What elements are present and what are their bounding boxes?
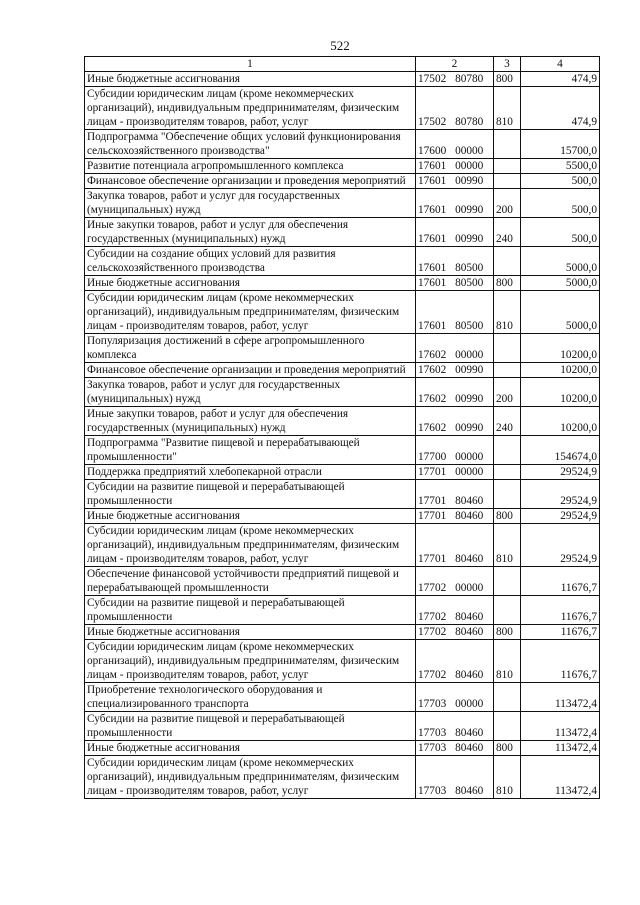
header-col-2: 2 <box>416 57 494 72</box>
header-col-1: 1 <box>85 57 416 72</box>
row-amount-cell: 5000,0 <box>521 276 600 291</box>
row-name-cell: Субсидии на развитие пищевой и перерабатывающей промышленности <box>85 712 416 741</box>
row-name-cell: Иные закупки товаров, работ и услуг для обеспечения государственных (муниципальных) нужд <box>85 218 416 247</box>
table-row <box>85 276 600 291</box>
row-expense-type-cell: 800 <box>494 276 521 291</box>
row-expense-type-cell <box>494 596 521 625</box>
row-name-cell: Субсидии юридическим лицам (кроме некоммерческих организаций), индивидуальным предпринимателям, физическим лицам - производителям товаров, работ, услуг <box>85 756 416 799</box>
row-name-cell: Субсидии на развитие пищевой и перерабатывающей промышленности <box>85 596 416 625</box>
row-expense-type-cell: 810 <box>494 291 521 334</box>
table-row <box>85 640 600 683</box>
row-name-cell: Закупка товаров, работ и услуг для государственных (муниципальных) нужд <box>85 189 416 218</box>
row-name-cell: Подпрограмма "Развитие пищевой и перерабатывающей промышленности" <box>85 436 416 465</box>
row-amount-cell: 11676,7 <box>521 640 600 683</box>
row-code-cell: 17702 00000 <box>416 567 494 596</box>
row-amount-cell: 500,0 <box>521 174 600 189</box>
row-code-cell: 17701 80460 <box>416 480 494 509</box>
row-name-cell: Финансовое обеспечение организации и проведения мероприятий <box>85 174 416 189</box>
row-code-cell: 17601 00000 <box>416 159 494 174</box>
row-code-cell: 17703 00000 <box>416 683 494 712</box>
table-row <box>85 334 600 363</box>
row-amount-cell: 29524,9 <box>521 465 600 480</box>
table-row <box>85 407 600 436</box>
table-row <box>85 378 600 407</box>
row-amount-cell: 154674,0 <box>521 436 600 465</box>
row-expense-type-cell: 800 <box>494 625 521 640</box>
row-name-cell: Обеспечение финансовой устойчивости предприятий пищевой и перерабатывающей промышленности <box>85 567 416 596</box>
header-col-4: 4 <box>521 57 600 72</box>
row-code-cell: 17602 00990 <box>416 378 494 407</box>
row-code-cell: 17601 80500 <box>416 291 494 334</box>
row-amount-cell: 5500,0 <box>521 159 600 174</box>
row-amount-cell: 11676,7 <box>521 567 600 596</box>
row-code-cell: 17601 80500 <box>416 276 494 291</box>
row-expense-type-cell: 240 <box>494 218 521 247</box>
row-code-cell: 17601 00990 <box>416 218 494 247</box>
row-expense-type-cell: 800 <box>494 72 521 87</box>
row-name-cell: Субсидии на создание общих условий для развития сельскохозяйственного производства <box>85 247 416 276</box>
row-amount-cell: 29524,9 <box>521 524 600 567</box>
row-expense-type-cell <box>494 363 521 378</box>
row-expense-type-cell <box>494 683 521 712</box>
header-col-3: 3 <box>494 57 521 72</box>
row-code-cell: 17602 00990 <box>416 363 494 378</box>
row-name-cell: Иные бюджетные ассигнования <box>85 509 416 524</box>
table-row <box>85 524 600 567</box>
row-amount-cell: 10200,0 <box>521 407 600 436</box>
table-row <box>85 712 600 741</box>
row-name-cell: Субсидии юридическим лицам (кроме некоммерческих организаций), индивидуальным предпринимателям, физическим лицам - производителям товаров, работ, услуг <box>85 524 416 567</box>
table-header-row <box>85 57 600 72</box>
row-name-cell: Финансовое обеспечение организации и проведения мероприятий <box>85 363 416 378</box>
row-amount-cell: 113472,4 <box>521 712 600 741</box>
row-amount-cell: 11676,7 <box>521 625 600 640</box>
table-row <box>85 159 600 174</box>
row-expense-type-cell: 810 <box>494 524 521 567</box>
row-expense-type-cell <box>494 465 521 480</box>
row-name-cell: Иные бюджетные ассигнования <box>85 625 416 640</box>
row-code-cell: 17600 00000 <box>416 130 494 159</box>
table-row <box>85 363 600 378</box>
row-name-cell: Развитие потенциала агропромышленного комплекса <box>85 159 416 174</box>
row-name-cell: Поддержка предприятий хлебопекарной отрасли <box>85 465 416 480</box>
row-expense-type-cell: 800 <box>494 509 521 524</box>
row-code-cell: 17601 00990 <box>416 189 494 218</box>
row-name-cell: Закупка товаров, работ и услуг для государственных (муниципальных) нужд <box>85 378 416 407</box>
row-code-cell: 17703 80460 <box>416 712 494 741</box>
table-row <box>85 509 600 524</box>
table-row <box>85 683 600 712</box>
table-row <box>85 87 600 130</box>
row-expense-type-cell <box>494 247 521 276</box>
row-amount-cell: 500,0 <box>521 218 600 247</box>
table-row <box>85 741 600 756</box>
row-code-cell: 17702 80460 <box>416 596 494 625</box>
row-name-cell: Иные бюджетные ассигнования <box>85 741 416 756</box>
table-row <box>85 436 600 465</box>
row-name-cell: Популяризация достижений в сфере агропромышленного комплекса <box>85 334 416 363</box>
row-expense-type-cell <box>494 567 521 596</box>
row-amount-cell: 5000,0 <box>521 291 600 334</box>
table-row <box>85 756 600 799</box>
table-row <box>85 72 600 87</box>
row-name-cell: Иные бюджетные ассигнования <box>85 72 416 87</box>
row-amount-cell: 10200,0 <box>521 334 600 363</box>
row-code-cell: 17702 80460 <box>416 640 494 683</box>
row-expense-type-cell <box>494 334 521 363</box>
row-expense-type-cell: 800 <box>494 741 521 756</box>
row-code-cell: 17601 00990 <box>416 174 494 189</box>
row-name-cell: Иные закупки товаров, работ и услуг для обеспечения государственных (муниципальных) нужд <box>85 407 416 436</box>
row-name-cell: Иные бюджетные ассигнования <box>85 276 416 291</box>
table-row <box>85 625 600 640</box>
row-expense-type-cell <box>494 130 521 159</box>
row-name-cell: Приобретение технологического оборудования и специализированного транспорта <box>85 683 416 712</box>
row-name-cell: Субсидии на развитие пищевой и перерабатывающей промышленности <box>85 480 416 509</box>
row-code-cell: 17700 00000 <box>416 436 494 465</box>
row-amount-cell: 10200,0 <box>521 363 600 378</box>
table-row <box>85 291 600 334</box>
row-expense-type-cell: 810 <box>494 87 521 130</box>
row-code-cell: 17702 80460 <box>416 625 494 640</box>
row-expense-type-cell <box>494 159 521 174</box>
table-row <box>85 596 600 625</box>
row-name-cell: Субсидии юридическим лицам (кроме некоммерческих организаций), индивидуальным предпринимателям, физическим лицам - производителям товаров, работ, услуг <box>85 87 416 130</box>
row-code-cell: 17701 00000 <box>416 465 494 480</box>
row-expense-type-cell: 200 <box>494 378 521 407</box>
row-amount-cell: 5000,0 <box>521 247 600 276</box>
budget-table-body <box>85 57 600 799</box>
row-expense-type-cell <box>494 174 521 189</box>
page-number: 522 <box>330 38 350 53</box>
table-row <box>85 567 600 596</box>
table-row <box>85 480 600 509</box>
row-amount-cell: 10200,0 <box>521 378 600 407</box>
row-code-cell: 17502 80780 <box>416 72 494 87</box>
row-code-cell: 17602 00000 <box>416 334 494 363</box>
row-expense-type-cell: 200 <box>494 189 521 218</box>
row-code-cell: 17701 80460 <box>416 509 494 524</box>
row-amount-cell: 474,9 <box>521 72 600 87</box>
row-amount-cell: 29524,9 <box>521 509 600 524</box>
row-expense-type-cell: 810 <box>494 640 521 683</box>
row-expense-type-cell <box>494 712 521 741</box>
row-name-cell: Подпрограмма "Обеспечение общих условий функционирования сельскохозяйственного производства" <box>85 130 416 159</box>
table-row <box>85 218 600 247</box>
row-code-cell: 17502 80780 <box>416 87 494 130</box>
budget-table <box>84 56 600 799</box>
row-amount-cell: 11676,7 <box>521 596 600 625</box>
row-expense-type-cell <box>494 436 521 465</box>
row-code-cell: 17701 80460 <box>416 524 494 567</box>
row-code-cell: 17703 80460 <box>416 756 494 799</box>
row-expense-type-cell <box>494 480 521 509</box>
table-row <box>85 130 600 159</box>
row-amount-cell: 113472,4 <box>521 741 600 756</box>
table-row <box>85 174 600 189</box>
row-amount-cell: 500,0 <box>521 189 600 218</box>
row-code-cell: 17703 80460 <box>416 741 494 756</box>
row-amount-cell: 113472,4 <box>521 683 600 712</box>
row-name-cell: Субсидии юридическим лицам (кроме некоммерческих организаций), индивидуальным предпринимателям, физическим лицам - производителям товаров, работ, услуг <box>85 291 416 334</box>
table-row <box>85 247 600 276</box>
row-amount-cell: 15700,0 <box>521 130 600 159</box>
row-amount-cell: 113472,4 <box>521 756 600 799</box>
row-amount-cell: 29524,9 <box>521 480 600 509</box>
row-expense-type-cell: 240 <box>494 407 521 436</box>
row-code-cell: 17602 00990 <box>416 407 494 436</box>
table-row <box>85 465 600 480</box>
row-name-cell: Субсидии юридическим лицам (кроме некоммерческих организаций), индивидуальным предпринимателям, физическим лицам - производителям товаров, работ, услуг <box>85 640 416 683</box>
row-code-cell: 17601 80500 <box>416 247 494 276</box>
row-amount-cell: 474,9 <box>521 87 600 130</box>
table-row <box>85 189 600 218</box>
row-expense-type-cell: 810 <box>494 756 521 799</box>
